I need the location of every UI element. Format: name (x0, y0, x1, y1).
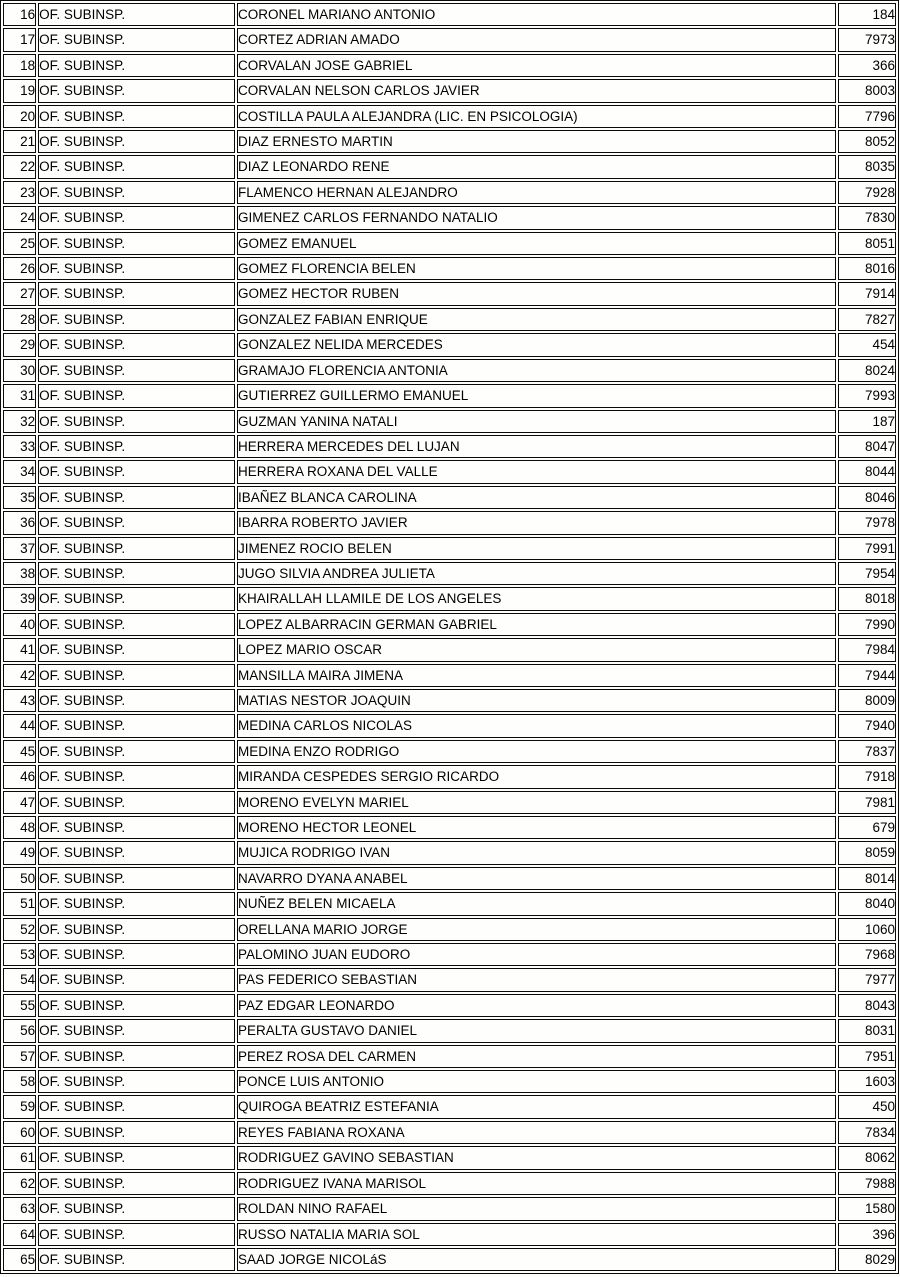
credential-cell: 7918 (838, 765, 896, 788)
credential-cell: 8024 (838, 359, 896, 382)
name-cell: GRAMAJO FLORENCIA ANTONIA (237, 359, 836, 382)
row-number-cell: 20 (3, 105, 36, 128)
credential-cell: 7990 (838, 613, 896, 636)
name-cell: CORTEZ ADRIAN AMADO (237, 28, 836, 51)
name-cell: GIMENEZ CARLOS FERNANDO NATALIO (237, 206, 836, 229)
roster-body (3, 3, 896, 1271)
credential-cell: 8016 (838, 257, 896, 280)
rank-cell: OF. SUBINSP. (38, 130, 235, 153)
table-row (3, 867, 896, 890)
credential-cell: 8003 (838, 79, 896, 102)
rank-cell: OF. SUBINSP. (38, 257, 235, 280)
name-cell: CORVALAN NELSON CARLOS JAVIER (237, 79, 836, 102)
row-number-cell: 45 (3, 740, 36, 763)
row-number-cell: 36 (3, 511, 36, 534)
table-row (3, 638, 896, 661)
credential-cell: 679 (838, 816, 896, 839)
table-row (3, 54, 896, 77)
credential-cell: 7977 (838, 968, 896, 991)
rank-cell: OF. SUBINSP. (38, 791, 235, 814)
name-cell: ROLDAN NINO RAFAEL (237, 1197, 836, 1220)
credential-cell: 8040 (838, 892, 896, 915)
row-number-cell: 57 (3, 1045, 36, 1068)
credential-cell: 7968 (838, 943, 896, 966)
table-row (3, 892, 896, 915)
row-number-cell: 65 (3, 1248, 36, 1271)
row-number-cell: 23 (3, 181, 36, 204)
name-cell: MORENO EVELYN MARIEL (237, 791, 836, 814)
credential-cell: 7928 (838, 181, 896, 204)
table-row (3, 765, 896, 788)
rank-cell: OF. SUBINSP. (38, 841, 235, 864)
row-number-cell: 61 (3, 1146, 36, 1169)
rank-cell: OF. SUBINSP. (38, 892, 235, 915)
name-cell: NUÑEZ BELEN MICAELA (237, 892, 836, 915)
rank-cell: OF. SUBINSP. (38, 3, 235, 26)
rank-cell: OF. SUBINSP. (38, 232, 235, 255)
credential-cell: 8014 (838, 867, 896, 890)
name-cell: RODRIGUEZ GAVINO SEBASTIAN (237, 1146, 836, 1169)
credential-cell: 7993 (838, 384, 896, 407)
rank-cell: OF. SUBINSP. (38, 155, 235, 178)
row-number-cell: 42 (3, 664, 36, 687)
name-cell: ORELLANA MARIO JORGE (237, 918, 836, 941)
rank-cell: OF. SUBINSP. (38, 359, 235, 382)
row-number-cell: 63 (3, 1197, 36, 1220)
table-row (3, 1248, 896, 1271)
row-number-cell: 27 (3, 282, 36, 305)
row-number-cell: 26 (3, 257, 36, 280)
row-number-cell: 43 (3, 689, 36, 712)
rank-cell: OF. SUBINSP. (38, 1146, 235, 1169)
rank-cell: OF. SUBINSP. (38, 562, 235, 585)
credential-cell: 8009 (838, 689, 896, 712)
rank-cell: OF. SUBINSP. (38, 867, 235, 890)
name-cell: MANSILLA MAIRA JIMENA (237, 664, 836, 687)
table-row (3, 105, 896, 128)
name-cell: PONCE LUIS ANTONIO (237, 1070, 836, 1093)
rank-cell: OF. SUBINSP. (38, 1223, 235, 1246)
row-number-cell: 62 (3, 1172, 36, 1195)
rank-cell: OF. SUBINSP. (38, 613, 235, 636)
credential-cell: 8044 (838, 460, 896, 483)
credential-cell: 7834 (838, 1121, 896, 1144)
row-number-cell: 64 (3, 1223, 36, 1246)
table-row (3, 943, 896, 966)
credential-cell: 7981 (838, 791, 896, 814)
row-number-cell: 21 (3, 130, 36, 153)
row-number-cell: 17 (3, 28, 36, 51)
row-number-cell: 30 (3, 359, 36, 382)
credential-cell: 450 (838, 1095, 896, 1118)
credential-cell: 7954 (838, 562, 896, 585)
name-cell: LOPEZ ALBARRACIN GERMAN GABRIEL (237, 613, 836, 636)
rank-cell: OF. SUBINSP. (38, 714, 235, 737)
name-cell: GONZALEZ FABIAN ENRIQUE (237, 308, 836, 331)
rank-cell: OF. SUBINSP. (38, 816, 235, 839)
credential-cell: 1603 (838, 1070, 896, 1093)
credential-cell: 7830 (838, 206, 896, 229)
table-row (3, 282, 896, 305)
row-number-cell: 51 (3, 892, 36, 915)
credential-cell: 8029 (838, 1248, 896, 1271)
row-number-cell: 29 (3, 333, 36, 356)
row-number-cell: 33 (3, 435, 36, 458)
row-number-cell: 48 (3, 816, 36, 839)
credential-cell: 7914 (838, 282, 896, 305)
name-cell: PALOMINO JUAN EUDORO (237, 943, 836, 966)
table-row (3, 359, 896, 382)
table-row (3, 333, 896, 356)
name-cell: JIMENEZ ROCIO BELEN (237, 537, 836, 560)
name-cell: GONZALEZ NELIDA MERCEDES (237, 333, 836, 356)
rank-cell: OF. SUBINSP. (38, 1019, 235, 1042)
name-cell: HERRERA ROXANA DEL VALLE (237, 460, 836, 483)
table-row (3, 1223, 896, 1246)
table-row (3, 1095, 896, 1118)
rank-cell: OF. SUBINSP. (38, 918, 235, 941)
rank-cell: OF. SUBINSP. (38, 1095, 235, 1118)
credential-cell: 366 (838, 54, 896, 77)
table-row (3, 740, 896, 763)
row-number-cell: 52 (3, 918, 36, 941)
row-number-cell: 41 (3, 638, 36, 661)
name-cell: PAS FEDERICO SEBASTIAN (237, 968, 836, 991)
table-row (3, 664, 896, 687)
credential-cell: 8018 (838, 587, 896, 610)
table-row (3, 308, 896, 331)
row-number-cell: 44 (3, 714, 36, 737)
table-row (3, 130, 896, 153)
rank-cell: OF. SUBINSP. (38, 333, 235, 356)
rank-cell: OF. SUBINSP. (38, 689, 235, 712)
credential-cell: 7973 (838, 28, 896, 51)
row-number-cell: 25 (3, 232, 36, 255)
table-row (3, 689, 896, 712)
rank-cell: OF. SUBINSP. (38, 1172, 235, 1195)
name-cell: GOMEZ EMANUEL (237, 232, 836, 255)
name-cell: DIAZ ERNESTO MARTIN (237, 130, 836, 153)
row-number-cell: 58 (3, 1070, 36, 1093)
credential-cell: 8052 (838, 130, 896, 153)
rank-cell: OF. SUBINSP. (38, 181, 235, 204)
table-row (3, 968, 896, 991)
credential-cell: 8051 (838, 232, 896, 255)
credential-cell: 8062 (838, 1146, 896, 1169)
row-number-cell: 16 (3, 3, 36, 26)
credential-cell: 7827 (838, 308, 896, 331)
rank-cell: OF. SUBINSP. (38, 511, 235, 534)
row-number-cell: 59 (3, 1095, 36, 1118)
credential-cell: 7978 (838, 511, 896, 534)
table-row (3, 206, 896, 229)
table-row (3, 816, 896, 839)
name-cell: MATIAS NESTOR JOAQUIN (237, 689, 836, 712)
table-row (3, 155, 896, 178)
table-row (3, 1146, 896, 1169)
credential-cell: 7944 (838, 664, 896, 687)
table-row (3, 1070, 896, 1093)
name-cell: GOMEZ HECTOR RUBEN (237, 282, 836, 305)
row-number-cell: 40 (3, 613, 36, 636)
table-row (3, 1121, 896, 1144)
name-cell: CORVALAN JOSE GABRIEL (237, 54, 836, 77)
name-cell: QUIROGA BEATRIZ ESTEFANIA (237, 1095, 836, 1118)
name-cell: NAVARRO DYANA ANABEL (237, 867, 836, 890)
rank-cell: OF. SUBINSP. (38, 968, 235, 991)
rank-cell: OF. SUBINSP. (38, 28, 235, 51)
table-row (3, 791, 896, 814)
name-cell: JUGO SILVIA ANDREA JULIETA (237, 562, 836, 585)
row-number-cell: 31 (3, 384, 36, 407)
credential-cell: 187 (838, 410, 896, 433)
credential-cell: 7796 (838, 105, 896, 128)
name-cell: GUTIERREZ GUILLERMO EMANUEL (237, 384, 836, 407)
table-row (3, 181, 896, 204)
table-row (3, 79, 896, 102)
row-number-cell: 53 (3, 943, 36, 966)
name-cell: MIRANDA CESPEDES SERGIO RICARDO (237, 765, 836, 788)
credential-cell: 184 (838, 3, 896, 26)
name-cell: LOPEZ MARIO OSCAR (237, 638, 836, 661)
rank-cell: OF. SUBINSP. (38, 1121, 235, 1144)
row-number-cell: 22 (3, 155, 36, 178)
row-number-cell: 32 (3, 410, 36, 433)
table-row (3, 511, 896, 534)
credential-cell: 8031 (838, 1019, 896, 1042)
row-number-cell: 39 (3, 587, 36, 610)
credential-cell: 7988 (838, 1172, 896, 1195)
rank-cell: OF. SUBINSP. (38, 587, 235, 610)
rank-cell: OF. SUBINSP. (38, 384, 235, 407)
row-number-cell: 54 (3, 968, 36, 991)
name-cell: GUZMAN YANINA NATALI (237, 410, 836, 433)
credential-cell: 7837 (838, 740, 896, 763)
table-row (3, 410, 896, 433)
rank-cell: OF. SUBINSP. (38, 486, 235, 509)
table-row (3, 486, 896, 509)
row-number-cell: 50 (3, 867, 36, 890)
row-number-cell: 38 (3, 562, 36, 585)
table-row (3, 1045, 896, 1068)
rank-cell: OF. SUBINSP. (38, 308, 235, 331)
name-cell: RUSSO NATALIA MARIA SOL (237, 1223, 836, 1246)
name-cell: MEDINA ENZO RODRIGO (237, 740, 836, 763)
rank-cell: OF. SUBINSP. (38, 206, 235, 229)
credential-cell: 8059 (838, 841, 896, 864)
rank-cell: OF. SUBINSP. (38, 282, 235, 305)
name-cell: CORONEL MARIANO ANTONIO (237, 3, 836, 26)
row-number-cell: 34 (3, 460, 36, 483)
row-number-cell: 28 (3, 308, 36, 331)
row-number-cell: 47 (3, 791, 36, 814)
name-cell: MEDINA CARLOS NICOLAS (237, 714, 836, 737)
rank-cell: OF. SUBINSP. (38, 1248, 235, 1271)
name-cell: SAAD JORGE NICOLáS (237, 1248, 836, 1271)
table-row (3, 562, 896, 585)
name-cell: FLAMENCO HERNAN ALEJANDRO (237, 181, 836, 204)
table-row (3, 384, 896, 407)
name-cell: DIAZ LEONARDO RENE (237, 155, 836, 178)
table-row (3, 537, 896, 560)
table-row (3, 841, 896, 864)
rank-cell: OF. SUBINSP. (38, 435, 235, 458)
row-number-cell: 56 (3, 1019, 36, 1042)
row-number-cell: 35 (3, 486, 36, 509)
table-row (3, 1197, 896, 1220)
rank-cell: OF. SUBINSP. (38, 54, 235, 77)
name-cell: MUJICA RODRIGO IVAN (237, 841, 836, 864)
rank-cell: OF. SUBINSP. (38, 79, 235, 102)
row-number-cell: 49 (3, 841, 36, 864)
rank-cell: OF. SUBINSP. (38, 765, 235, 788)
credential-cell: 454 (838, 333, 896, 356)
row-number-cell: 19 (3, 79, 36, 102)
name-cell: HERRERA MERCEDES DEL LUJAN (237, 435, 836, 458)
name-cell: PAZ EDGAR LEONARDO (237, 994, 836, 1017)
name-cell: RODRIGUEZ IVANA MARISOL (237, 1172, 836, 1195)
name-cell: PEREZ ROSA DEL CARMEN (237, 1045, 836, 1068)
name-cell: COSTILLA PAULA ALEJANDRA (LIC. EN PSICOLOGIA) (237, 105, 836, 128)
credential-cell: 8047 (838, 435, 896, 458)
name-cell: IBARRA ROBERTO JAVIER (237, 511, 836, 534)
rank-cell: OF. SUBINSP. (38, 994, 235, 1017)
rank-cell: OF. SUBINSP. (38, 1197, 235, 1220)
table-row (3, 1172, 896, 1195)
name-cell: MORENO HECTOR LEONEL (237, 816, 836, 839)
name-cell: REYES FABIANA ROXANA (237, 1121, 836, 1144)
row-number-cell: 18 (3, 54, 36, 77)
row-number-cell: 60 (3, 1121, 36, 1144)
row-number-cell: 55 (3, 994, 36, 1017)
rank-cell: OF. SUBINSP. (38, 638, 235, 661)
rank-cell: OF. SUBINSP. (38, 664, 235, 687)
credential-cell: 8043 (838, 994, 896, 1017)
name-cell: GOMEZ FLORENCIA BELEN (237, 257, 836, 280)
table-row (3, 714, 896, 737)
rank-cell: OF. SUBINSP. (38, 105, 235, 128)
row-number-cell: 24 (3, 206, 36, 229)
rank-cell: OF. SUBINSP. (38, 740, 235, 763)
rank-cell: OF. SUBINSP. (38, 1045, 235, 1068)
table-row (3, 460, 896, 483)
credential-cell: 8046 (838, 486, 896, 509)
name-cell: KHAIRALLAH LLAMILE DE LOS ANGELES (237, 587, 836, 610)
rank-cell: OF. SUBINSP. (38, 537, 235, 560)
rank-cell: OF. SUBINSP. (38, 1070, 235, 1093)
credential-cell: 1060 (838, 918, 896, 941)
table-row (3, 587, 896, 610)
credential-cell: 8035 (838, 155, 896, 178)
credential-cell: 7984 (838, 638, 896, 661)
row-number-cell: 37 (3, 537, 36, 560)
credential-cell: 396 (838, 1223, 896, 1246)
row-number-cell: 46 (3, 765, 36, 788)
credential-cell: 7991 (838, 537, 896, 560)
table-row (3, 918, 896, 941)
table-row (3, 3, 896, 26)
table-row (3, 613, 896, 636)
table-row (3, 994, 896, 1017)
credential-cell: 7940 (838, 714, 896, 737)
rank-cell: OF. SUBINSP. (38, 460, 235, 483)
table-row (3, 28, 896, 51)
table-row (3, 257, 896, 280)
rank-cell: OF. SUBINSP. (38, 943, 235, 966)
table-row (3, 232, 896, 255)
credential-cell: 1580 (838, 1197, 896, 1220)
rank-cell: OF. SUBINSP. (38, 410, 235, 433)
credential-cell: 7951 (838, 1045, 896, 1068)
name-cell: PERALTA GUSTAVO DANIEL (237, 1019, 836, 1042)
table-row (3, 1019, 896, 1042)
name-cell: IBAÑEZ BLANCA CAROLINA (237, 486, 836, 509)
table-row (3, 435, 896, 458)
